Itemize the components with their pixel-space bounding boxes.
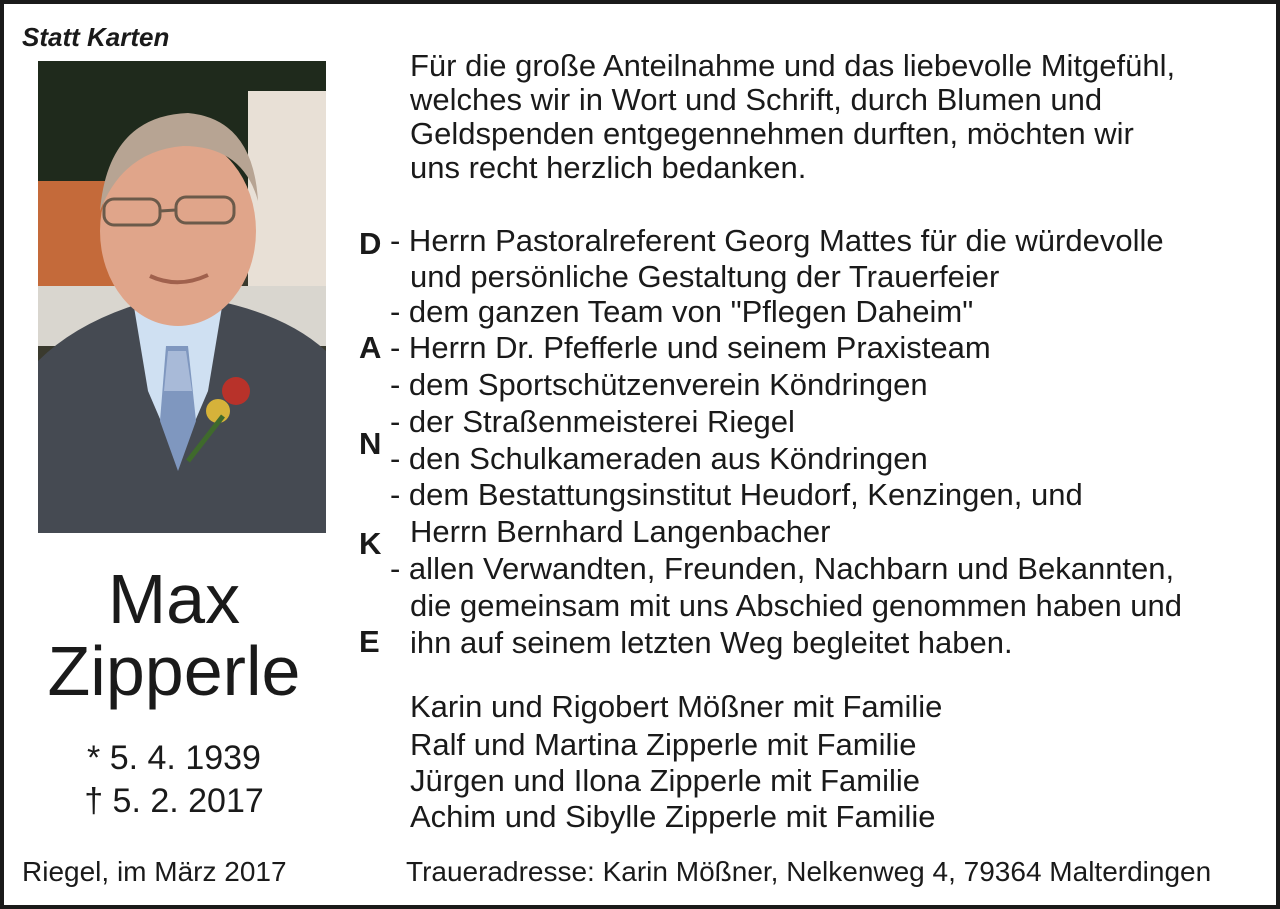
thanks-line: - Herrn Pastoralreferent Georg Mattes für die würdevolle — [390, 223, 1164, 258]
thanks-line: - dem Sportschützenverein Köndringen — [390, 367, 928, 402]
intro-line: uns recht herzlich bedanken. — [410, 150, 807, 185]
thanks-line: und persönliche Gestaltung der Trauerfeier — [410, 259, 1000, 294]
place-and-date: Riegel, im März 2017 — [22, 856, 287, 887]
signer-line: Karin und Rigobert Mößner mit Familie — [410, 689, 943, 724]
thanks-line: - der Straßenmeisterei Riegel — [390, 404, 795, 439]
signer-line: Ralf und Martina Zipperle mit Familie — [410, 727, 917, 762]
thanks-line: ihn auf seinem letzten Weg begleitet haben. — [410, 625, 1013, 660]
dank-letter: D — [359, 226, 382, 261]
portrait-photo — [38, 61, 326, 533]
thanks-line: - allen Verwandten, Freunden, Nachbarn und Bekannten, — [390, 551, 1175, 586]
intro-line: Für die große Anteilnahme und das liebevolle Mitgefühl, — [410, 48, 1176, 83]
thanks-line: die gemeinsam mit uns Abschied genommen haben und — [410, 588, 1183, 623]
dank-letter: E — [359, 624, 380, 659]
deceased-first-name: Max — [107, 560, 241, 638]
thanks-line: Herrn Bernhard Langenbacher — [410, 514, 831, 549]
thanks-line: - den Schulkameraden aus Köndringen — [390, 441, 928, 476]
dank-letter: N — [359, 426, 382, 461]
thanks-line: - dem ganzen Team von "Pflegen Daheim" — [390, 294, 974, 329]
mourning-address: Traueradresse: Karin Mößner, Nelkenweg 4, 79364 Malterdingen — [406, 856, 1212, 887]
dank-letter: A — [359, 330, 382, 365]
intro-line: Geldspenden entgegennehmen durften, möchten wir — [410, 116, 1134, 151]
thanks-line: - Herrn Dr. Pfefferle und seinem Praxisteam — [390, 330, 991, 365]
signer-line: Jürgen und Ilona Zipperle mit Familie — [410, 763, 921, 798]
intro-line: welches wir in Wort und Schrift, durch Blumen und — [410, 82, 1103, 117]
dank-letter: K — [359, 526, 382, 561]
intro-paragraph — [410, 49, 1270, 185]
birth-date: * 5. 4. 1939 — [87, 739, 261, 777]
thanks-line: - dem Bestattungsinstitut Heudorf, Kenzingen, und — [390, 477, 1083, 512]
deceased-last-name: Zipperle — [47, 632, 301, 710]
signer-line: Achim und Sibylle Zipperle mit Familie — [410, 799, 936, 834]
death-date: † 5. 2. 2017 — [84, 782, 264, 820]
statt-karten-label: Statt Karten — [22, 22, 170, 52]
